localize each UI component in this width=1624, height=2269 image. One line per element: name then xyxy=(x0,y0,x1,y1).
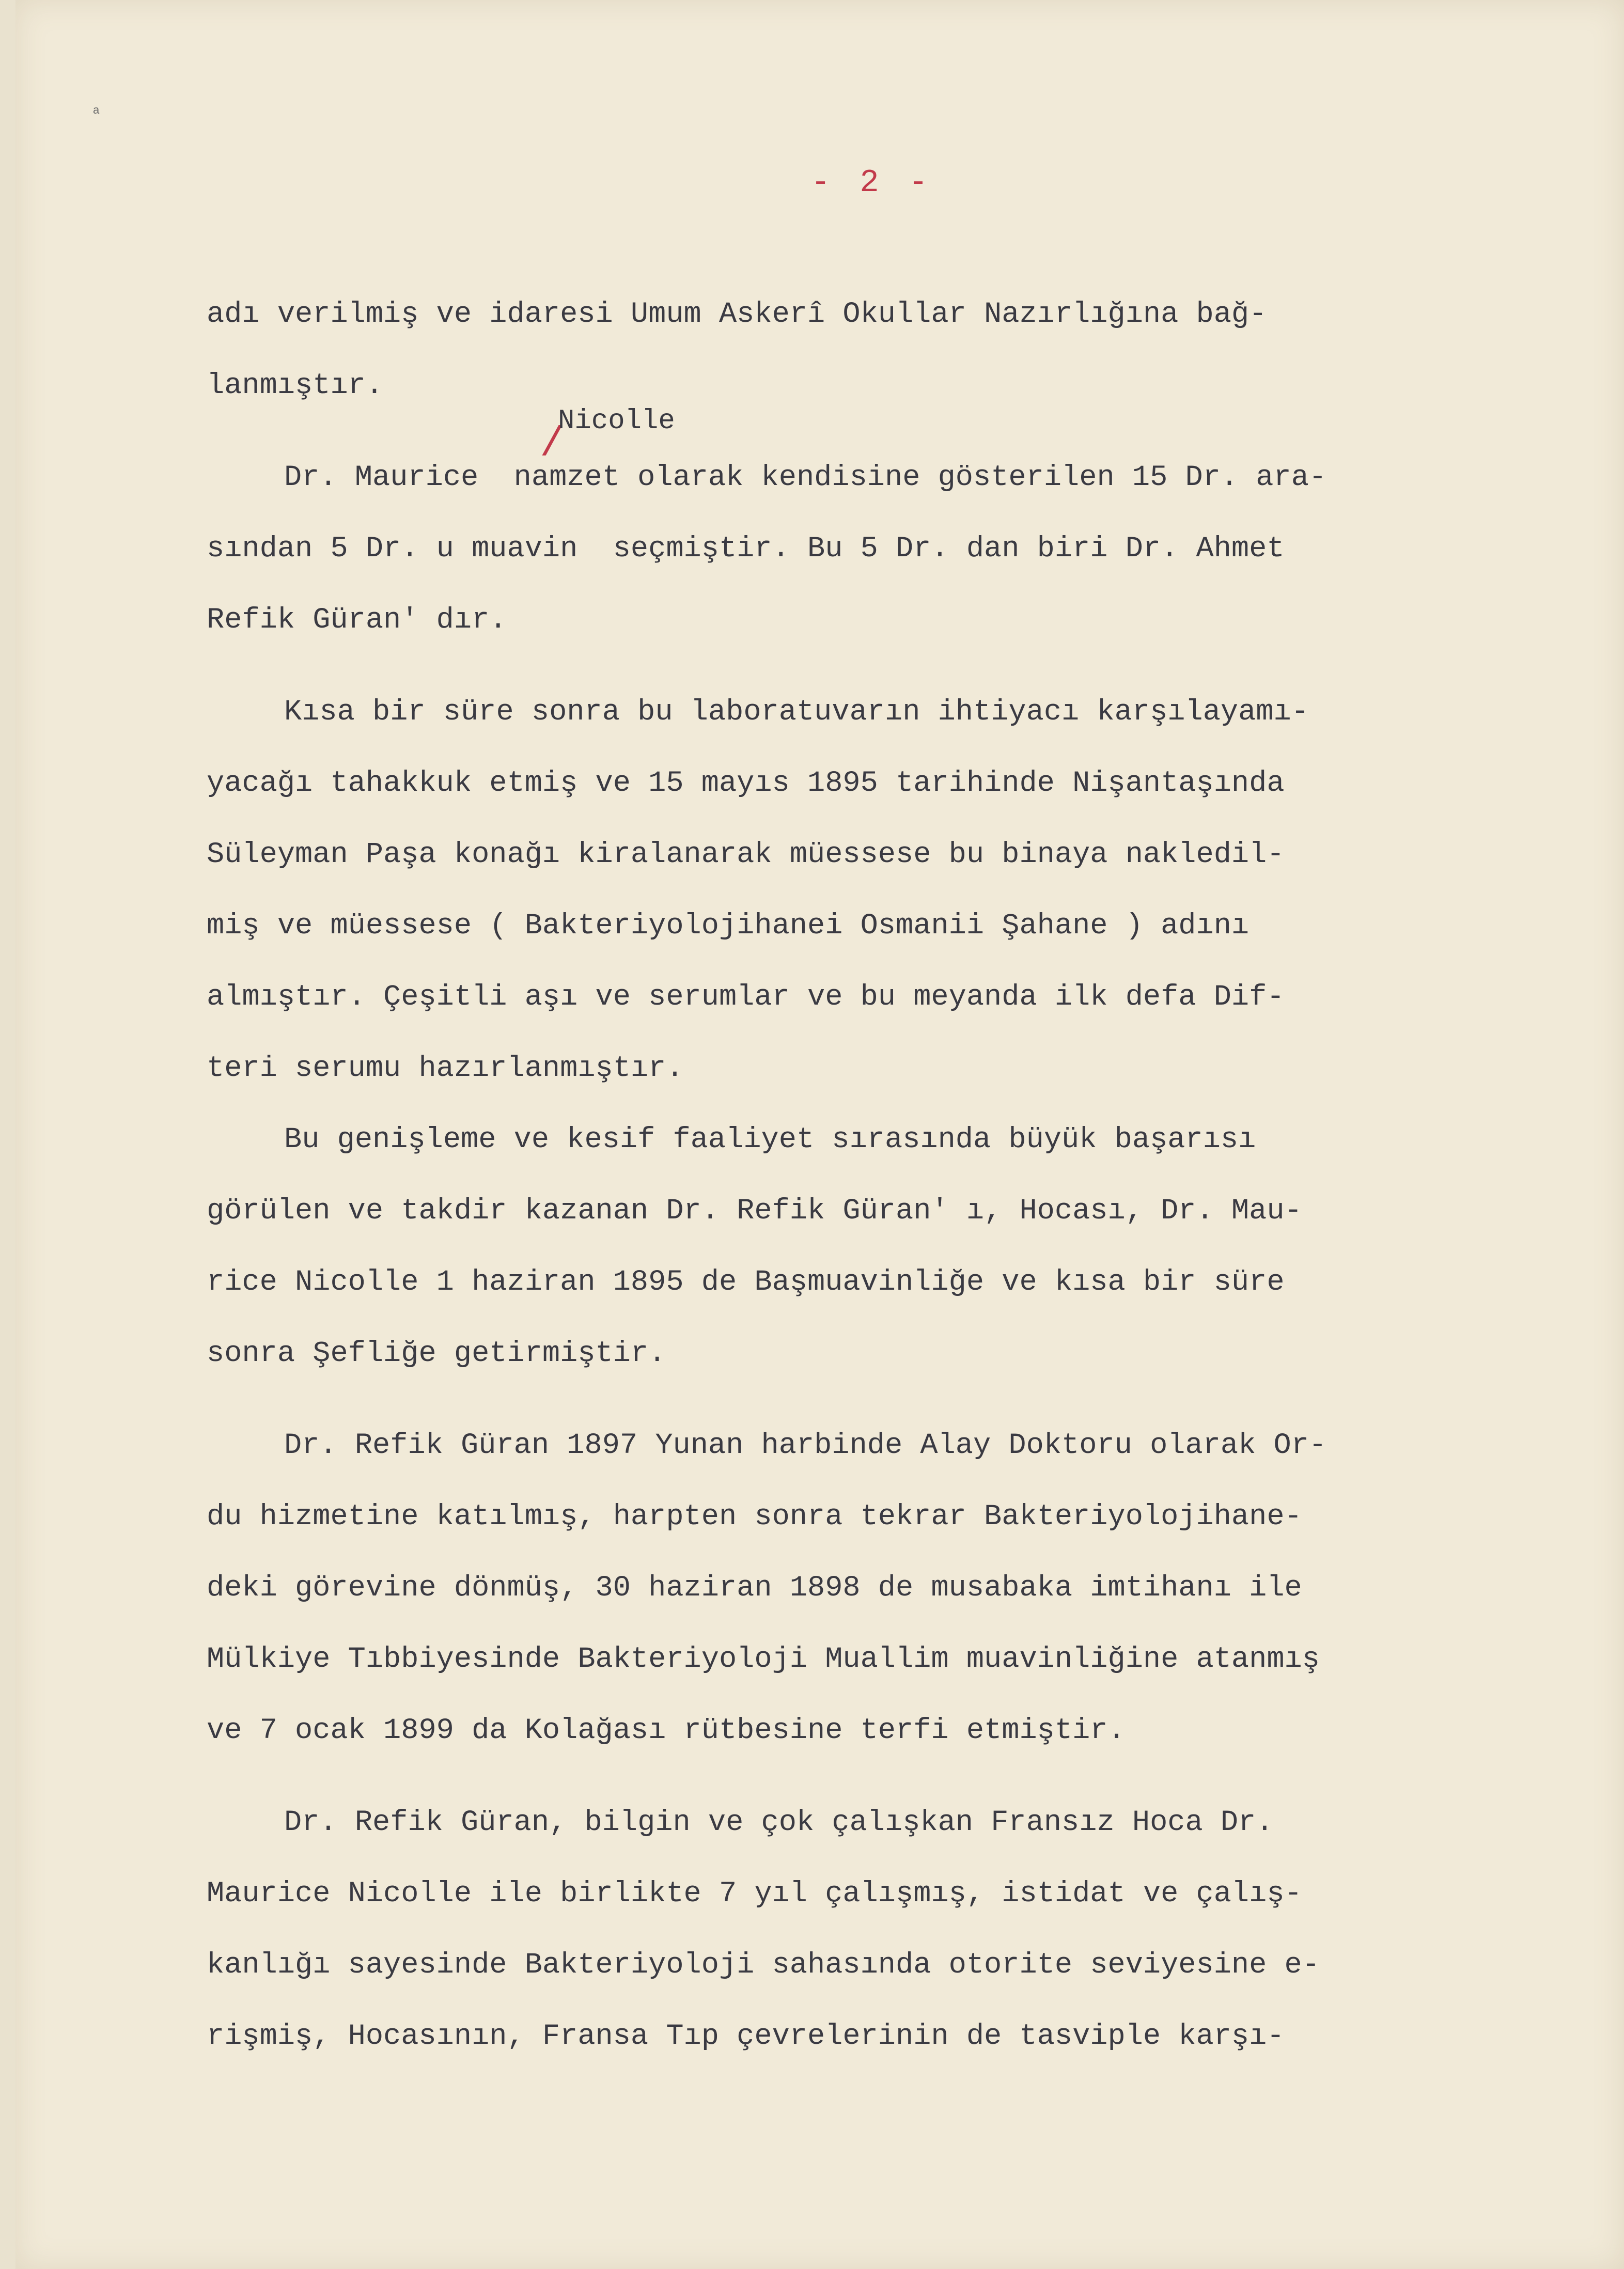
text-line: Süleyman Paşa konağı kiralanarak müessese bu binaya nakledil- xyxy=(207,838,1285,871)
text-line: kanlığı sayesinde Bakteriyoloji sahasında otorite seviyesine e- xyxy=(207,1949,1320,1982)
text-line: almıştır. Çeşitli aşı ve serumlar ve bu meyanda ilk defa Dif- xyxy=(207,981,1285,1014)
text-line: sonra Şefliğe getirmiştir. xyxy=(207,1337,666,1370)
text-line: miş ve müessese ( Bakteriyolojihanei Osmanii Şahane ) adını xyxy=(207,910,1250,943)
text-line: ve 7 ocak 1899 da Kolağası rütbesine terfi etmiştir. xyxy=(207,1714,1126,1747)
text-line: Bu genişleme ve kesif faaliyet sırasında büyük başarısı xyxy=(284,1123,1256,1156)
text-line: Mülkiye Tıbbiyesinde Bakteriyoloji Muallim muavinliğine atanmış xyxy=(207,1643,1320,1676)
text-line: Dr. Refik Güran 1897 Yunan harbinde Alay Doktoru olarak Or- xyxy=(284,1429,1327,1462)
text-line: adı verilmiş ve idaresi Umum Askerî Okullar Nazırlığına bağ- xyxy=(207,298,1267,331)
text-line: görülen ve takdir kazanan Dr. Refik Güran' ı, Hocası, Dr. Mau- xyxy=(207,1195,1302,1228)
margin-mark: a xyxy=(93,103,100,116)
text-line: Dr. Refik Güran, bilgin ve çok çalışkan Fransız Hoca Dr. xyxy=(284,1806,1274,1839)
text-line: Kısa bir süre sonra bu laboratuvarın ihtiyacı karşılayamı- xyxy=(284,696,1309,729)
text-line: Refik Güran' dır. xyxy=(207,604,507,637)
text-line: yacağı tahakkuk etmiş ve 15 mayıs 1895 tarihinde Nişantaşında xyxy=(207,767,1285,800)
document-page xyxy=(15,0,1624,2269)
text-line: lanmıştır. xyxy=(207,369,384,402)
body-text xyxy=(207,279,1498,2072)
text-line: deki görevine dönmüş, 30 haziran 1898 de musabaka imtihanı ile xyxy=(207,1572,1302,1605)
text-line: rişmiş, Hocasının, Fransa Tıp çevrelerinin de tasviple karşı- xyxy=(207,2020,1285,2053)
text-line: rice Nicolle 1 haziran 1895 de Başmuavinliğe ve kısa bir süre xyxy=(207,1266,1285,1299)
text-line: teri serumu hazırlanmıştır. xyxy=(207,1052,684,1085)
page-number: - 2 - xyxy=(811,164,933,201)
insertion-text: Nicolle xyxy=(558,405,675,437)
text-line: Dr. Maurice namzet olarak kendisine gösterilen 15 Dr. ara- xyxy=(284,461,1327,494)
text-line: du hizmetine katılmış, harpten sonra tekrar Bakteriyolojihane- xyxy=(207,1500,1302,1533)
insertion-slash: / xyxy=(540,421,565,468)
text-line: sından 5 Dr. u muavin seçmiştir. Bu 5 Dr. dan biri Dr. Ahmet xyxy=(207,533,1285,566)
text-line: Maurice Nicolle ile birlikte 7 yıl çalışmış, istidat ve çalış- xyxy=(207,1877,1302,1911)
